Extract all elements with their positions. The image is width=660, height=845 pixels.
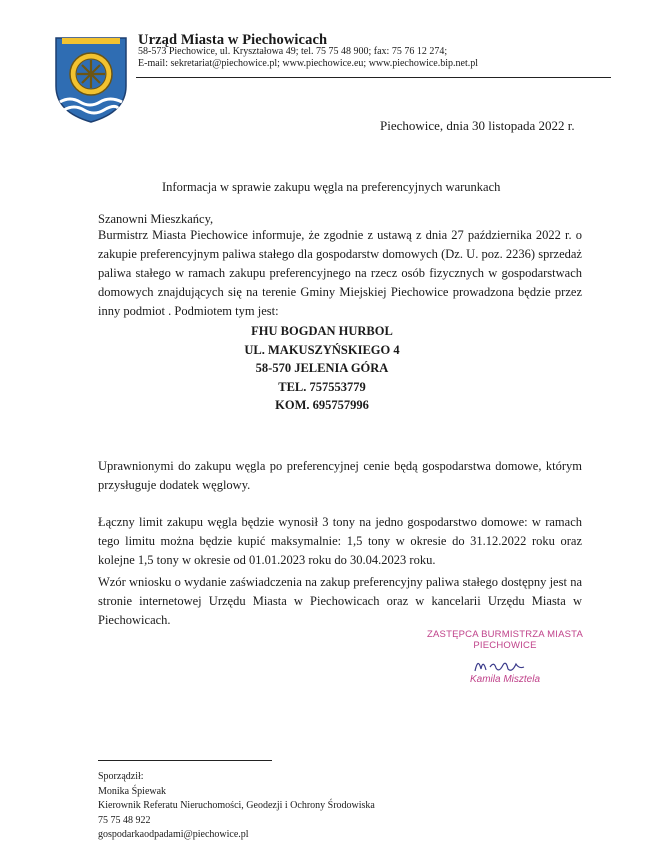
header-divider xyxy=(136,77,611,78)
limit-paragraph: Łączny limit zakupu węgla będzie wynosił 3 tony na jedno gospodarstwo domowe: w ramach tego limitu można będzie kupić maksymalnie: 1,5 tony w okresie do 31.12.2022 roku oraz kolejne 1,5 tony w okresie od 01.01.2023 roku do 30.04.2023 roku. xyxy=(98,515,582,567)
preparer-phone: 75 75 48 922 xyxy=(98,814,151,826)
supplier-mobile: KOM. 695757996 xyxy=(275,398,369,412)
document-date: Piechowice, dnia 30 listopada 2022 r. xyxy=(380,118,575,133)
preparer-email: gospodarkaodpadami@piechowice.pl xyxy=(98,829,249,840)
salutation: Szanowni Mieszkańcy, xyxy=(98,212,214,226)
prepared-by-label: Sporządził: xyxy=(98,771,144,782)
office-contact: E-mail: sekretariat@piechowice.pl; www.piechowice.eu; www.piechowice.bip.net.pl xyxy=(138,58,479,69)
supplier-city: 58-570 JELENIA GÓRA xyxy=(255,361,389,375)
office-address: 58-573 Piechowice, ul. Kryształowa 49; tel. 75 75 48 900; fax: 75 76 12 274; xyxy=(138,46,448,57)
footer-divider xyxy=(98,760,272,761)
footer-block xyxy=(98,770,375,843)
supplier-block xyxy=(0,322,660,415)
office-name: Urząd Miasta w Piechowicach xyxy=(138,32,328,48)
intro-paragraph: Burmistrz Miasta Piechowice informuje, że zgodnie z ustawą z dnia 27 października 2022 r. o zakupie preferencyjnym paliwa stałego dla gospodarstw domowych (Dz. U. poz. 2236) sprzedaż paliwa stałego w ramach zakupu preferencyjnego na rzecz osób fizycznych w gospodarstwach domowych znajdujących się na terenie Gminy Miejskiej Piechowice prowadzona będzie przez inny podmiot . Podmiotem tym jest: xyxy=(98,228,582,318)
stamp-town: PIECHOWICE xyxy=(473,640,537,651)
coat-of-arms-logo xyxy=(52,34,130,124)
stamp-signatory-name: Kamila Misztela xyxy=(469,674,541,685)
application-form-paragraph: Wzór wniosku o wydanie zaświadczenia na zakup preferencyjny paliwa stałego dostępny jest na stronie internetowej Urzędu Miasta w Piechowicach oraz w kancelarii Urzędu Miasta w Piechowicach. xyxy=(98,575,582,627)
preparer-position: Kierownik Referatu Nieruchomości, Geodezji i Ochrony Środowiska xyxy=(98,800,375,811)
stamp-title: ZASTĘPCA BURMISTRZA MIASTA xyxy=(427,629,583,640)
supplier-phone: TEL. 757553779 xyxy=(278,379,366,394)
preparer-name: Monika Śpiewak xyxy=(98,785,167,797)
official-stamp xyxy=(420,629,590,651)
document-subject: Informacja w sprawie zakupu węgla na preferencyjnych warunkach xyxy=(162,180,501,194)
supplier-name: FHU BOGDAN HURBOL xyxy=(251,324,393,338)
supplier-street: UL. MAKUSZYŃSKIEGO 4 xyxy=(244,342,400,357)
eligibility-paragraph: Uprawnionymi do zakupu węgla po preferencyjnej cenie będą gospodarstwa domowe, którym przysługuje dodatek węglowy. xyxy=(98,459,582,492)
